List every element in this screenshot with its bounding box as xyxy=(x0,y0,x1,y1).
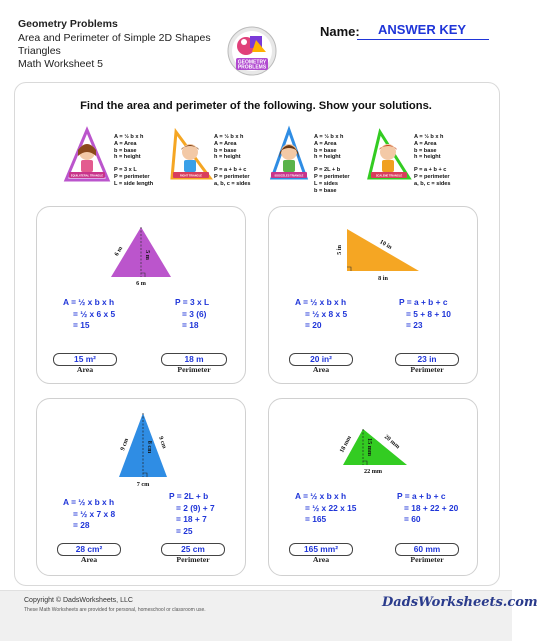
perimeter-caption: Perimeter xyxy=(410,365,444,374)
name-answer-key: ANSWER KEY xyxy=(377,22,467,37)
label-height: 15 mm xyxy=(366,437,373,457)
label-base: 22 mm xyxy=(363,468,383,475)
scalene-triangle-figure xyxy=(333,423,417,479)
legend-isosceles: A = ½ b x h A = Area b = base h = height P = 2L + b P = perimeter L = sides b = base xyxy=(314,134,350,194)
scalene-character-icon xyxy=(366,128,412,188)
perimeter-solution: P = 3 x L = 3 (6) = 18 xyxy=(175,297,210,331)
legend-badge-3: ISOSCELES TRIANGLE xyxy=(274,174,304,178)
dadsworksheets-logo[interactable]: DadsWorksheets.com xyxy=(382,595,538,610)
worksheet-title: Geometry Problems xyxy=(18,18,118,30)
label-base: 8 in xyxy=(378,275,388,282)
label-side: 6 m xyxy=(113,245,125,258)
label-height: 8 cm xyxy=(146,440,153,454)
area-solution: A = ½ x b x h = ½ x 22 x 15 = 165 xyxy=(295,491,357,525)
area-caption: Area xyxy=(80,555,98,564)
perimeter-solution: P = a + b + c = 18 + 22 + 20 = 60 xyxy=(397,491,459,525)
perimeter-answer-box: 25 cm xyxy=(161,543,225,556)
problem-card-3 xyxy=(36,398,246,576)
area-answer-box: 165 mm² xyxy=(289,543,353,556)
instructions: Find the area and perimeter of the following. Show your solutions. xyxy=(80,100,432,112)
area-caption: Area xyxy=(312,555,330,564)
area-answer-box: 28 cm² xyxy=(57,543,121,556)
label-side-left: 9 cm xyxy=(119,437,131,452)
logo-text-bottom: PROBLEMS xyxy=(237,64,267,71)
label-base: 6 m xyxy=(136,280,146,287)
problem-card-4 xyxy=(268,398,478,576)
legend-equilateral: A = ½ b x h A = Area b = base h = height P = 3 x L P = perimeter L = side length xyxy=(114,134,154,187)
label-right-side: 20 mm xyxy=(382,433,402,451)
area-answer-box: 15 m² xyxy=(53,353,117,366)
perimeter-answer-box: 60 mm xyxy=(395,543,459,556)
perimeter-caption: Perimeter xyxy=(177,365,211,374)
right-triangle-figure xyxy=(333,223,429,283)
perimeter-caption: Perimeter xyxy=(176,555,210,564)
perimeter-solution: P = a + b + c = 5 + 8 + 10 = 23 xyxy=(399,297,451,331)
equilateral-character-icon xyxy=(64,128,110,188)
label-left-side: 18 mm xyxy=(338,434,354,454)
legend-badge-2: RIGHT TRIANGLE xyxy=(179,174,203,178)
worksheet-topic: Triangles xyxy=(18,45,61,57)
legend-badge-4: SCALENE TRIANGLE xyxy=(375,174,403,178)
area-solution: A = ½ x b x h = ½ x 8 x 5 = 20 xyxy=(295,297,348,331)
area-solution: A = ½ x b x h = ½ x 6 x 5 = 15 xyxy=(63,297,116,331)
label-height: 5 in xyxy=(336,245,343,255)
name-label: Name: xyxy=(320,24,360,39)
copyright-text: Copyright © DadsWorksheets, LLC xyxy=(24,597,133,604)
area-solution: A = ½ x b x h = ½ x 7 x 8 = 28 xyxy=(63,497,116,531)
legend-right-triangle: A = ½ b x h A = Area b = base h = height P = a + b + c P = perimeter a, b, c = sides xyxy=(214,134,251,187)
problem-card-2 xyxy=(268,206,478,384)
area-answer-box: 20 in² xyxy=(289,353,353,366)
label-hypotenuse: 10 in xyxy=(378,238,394,251)
perimeter-answer-box: 18 m xyxy=(161,353,227,366)
perimeter-answer-box: 23 in xyxy=(395,353,459,366)
right-triangle-character-icon xyxy=(168,128,214,188)
problem-card-1 xyxy=(36,206,246,384)
worksheet-subtitle: Area and Perimeter of Simple 2D Shapes xyxy=(18,32,211,44)
isosceles-triangle-figure xyxy=(105,407,181,491)
area-caption: Area xyxy=(312,365,330,374)
name-underline xyxy=(357,39,489,40)
logo-text-top: GEOMETRY xyxy=(237,59,267,66)
equilateral-triangle-figure xyxy=(101,221,181,287)
usage-notice: These Math Worksheets are provided for personal, homeschool or classroom use. xyxy=(24,607,206,613)
legend-scalene: A = ½ b x h A = Area b = base h = height P = a + b + c P = perimeter a, b, c = sides xyxy=(414,134,451,187)
worksheet-number: Math Worksheet 5 xyxy=(18,58,104,70)
label-height: 5 m xyxy=(144,250,151,260)
perimeter-caption: Perimeter xyxy=(410,555,444,564)
isosceles-character-icon xyxy=(266,128,312,188)
label-side-right: 9 cm xyxy=(156,435,168,450)
label-base: 7 cm xyxy=(136,481,150,488)
legend-badge-1: EQUILATERAL TRIANGLE xyxy=(70,174,104,178)
area-caption: Area xyxy=(76,365,94,374)
geometry-problems-logo xyxy=(222,26,282,80)
perimeter-solution: P = 2L + b = 2 (9) + 7 = 18 + 7 = 25 xyxy=(169,491,215,536)
